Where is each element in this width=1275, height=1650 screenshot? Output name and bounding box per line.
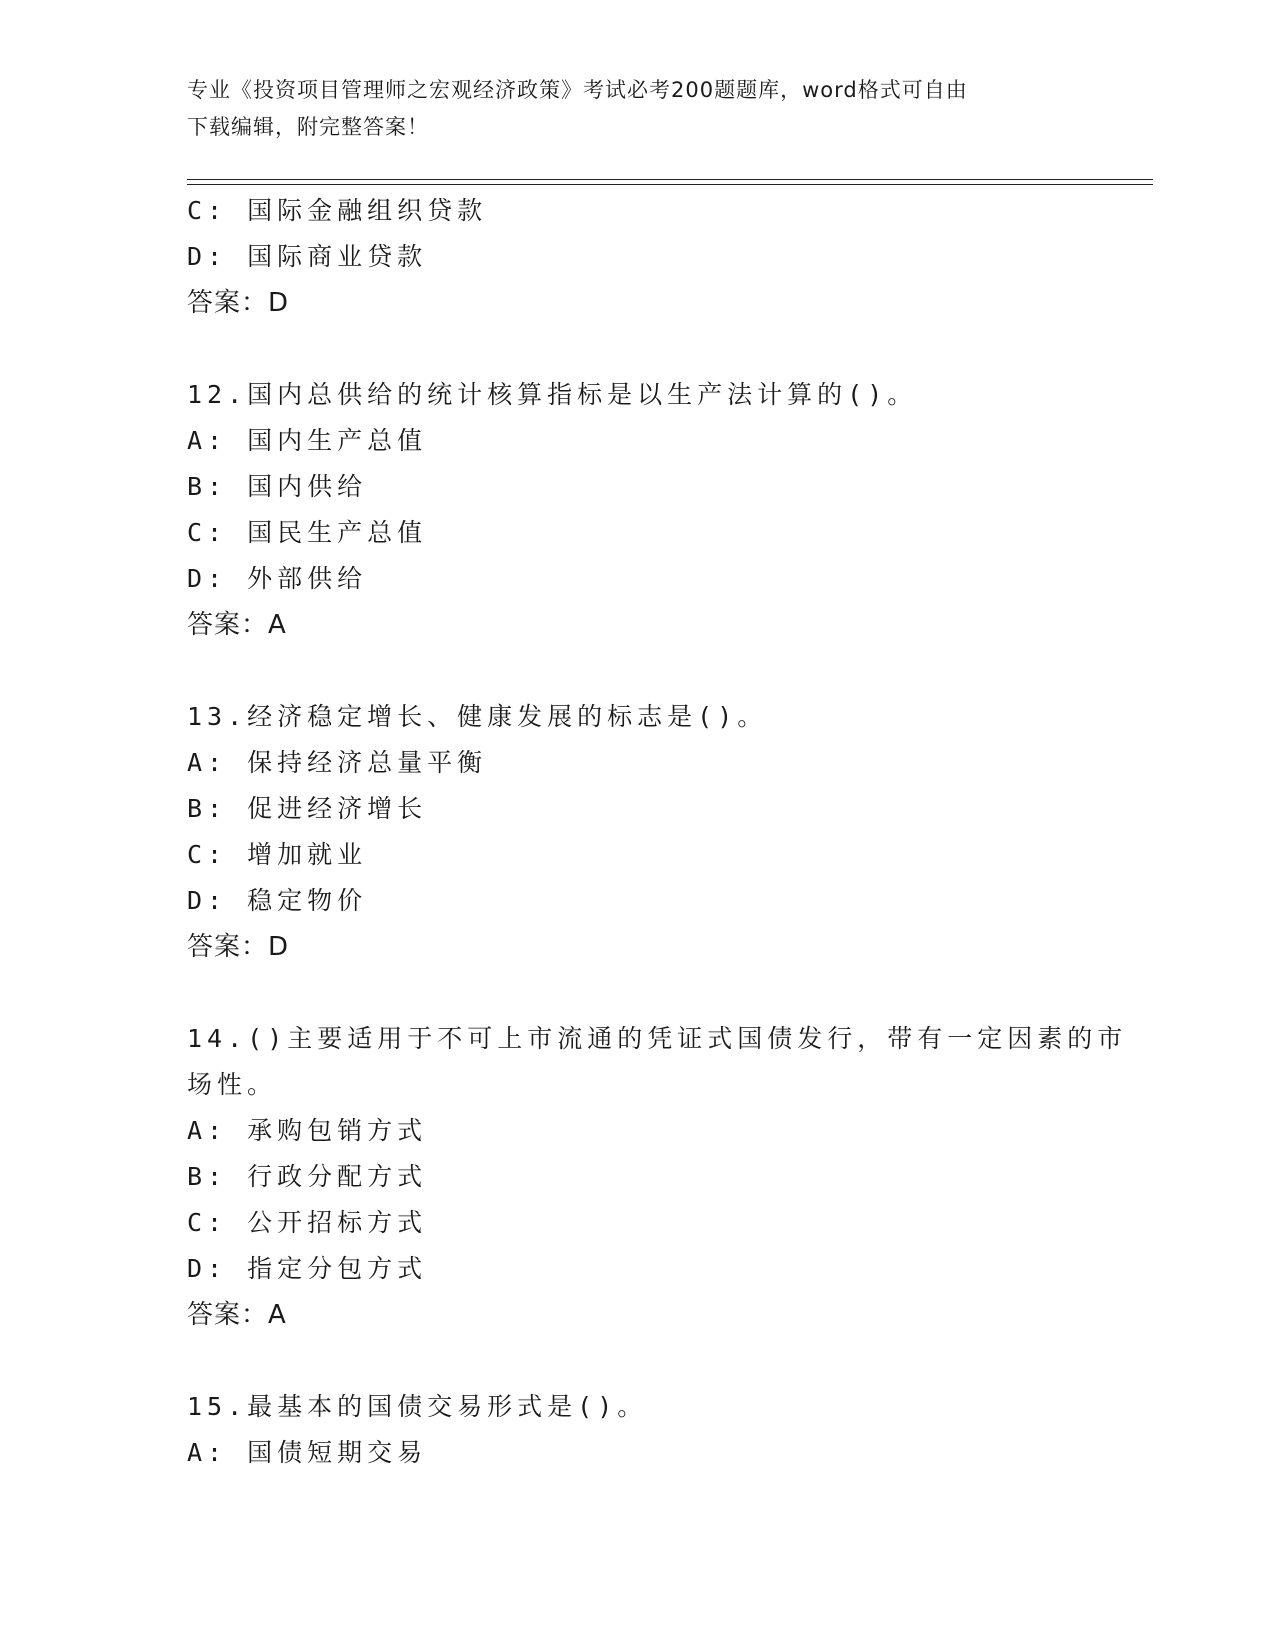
option-c: C: 增加就业 [187, 840, 368, 869]
option-a: A: 国债短期交易 [187, 1438, 428, 1467]
question-13 [187, 694, 1087, 970]
spacer [187, 326, 1087, 372]
answer-line: 答案：A [187, 610, 287, 640]
question-list [187, 188, 1128, 1476]
header-line-1: 专业《投资项目管理师之宏观经济政策》考试必考200题题库，word格式可自由 [187, 78, 968, 102]
answer-line: 答案：D [187, 288, 290, 318]
question-12 [187, 372, 1087, 648]
option-b: B: 国内供给 [187, 472, 368, 501]
option-b: B: 促进经济增长 [187, 794, 428, 823]
header-divider-top [187, 179, 1153, 180]
option-c: C: 国际金融组织贷款 [187, 196, 488, 225]
option-c: C: 公开招标方式 [187, 1208, 428, 1237]
spacer [187, 970, 1087, 1016]
option-c: C: 国民生产总值 [187, 518, 428, 547]
question-14 [187, 1016, 1128, 1338]
option-d: D: 国际商业贷款 [187, 242, 428, 271]
option-a: A: 国内生产总值 [187, 426, 428, 455]
answer-line: 答案：D [187, 932, 290, 962]
option-a: A: 承购包销方式 [187, 1116, 428, 1145]
question-stem: 13.经济稳定增长、健康发展的标志是()。 [187, 702, 768, 731]
question-stem: 15.最基本的国债交易形式是()。 [187, 1392, 648, 1421]
document-header [187, 72, 1067, 146]
question-stem-line-2: 场性。 [187, 1070, 278, 1099]
question-15 [187, 1384, 1087, 1476]
option-d: D: 外部供给 [187, 564, 368, 593]
header-divider-bottom [187, 184, 1153, 185]
spacer [187, 648, 1087, 694]
question-stem-line-1: 14.()主要适用于不可上市流通的凭证式国债发行，带有一定因素的市 [187, 1024, 1128, 1053]
question-stem: 12.国内总供给的统计核算指标是以生产法计算的()。 [187, 380, 918, 409]
header-line-2: 下载编辑，附完整答案！ [187, 115, 429, 139]
question-fragment [187, 188, 1087, 326]
option-b: B: 行政分配方式 [187, 1162, 428, 1191]
option-d: D: 指定分包方式 [187, 1254, 428, 1283]
spacer [187, 1338, 1087, 1384]
answer-line: 答案：A [187, 1300, 287, 1330]
option-d: D: 稳定物价 [187, 886, 368, 915]
option-a: A: 保持经济总量平衡 [187, 748, 488, 777]
